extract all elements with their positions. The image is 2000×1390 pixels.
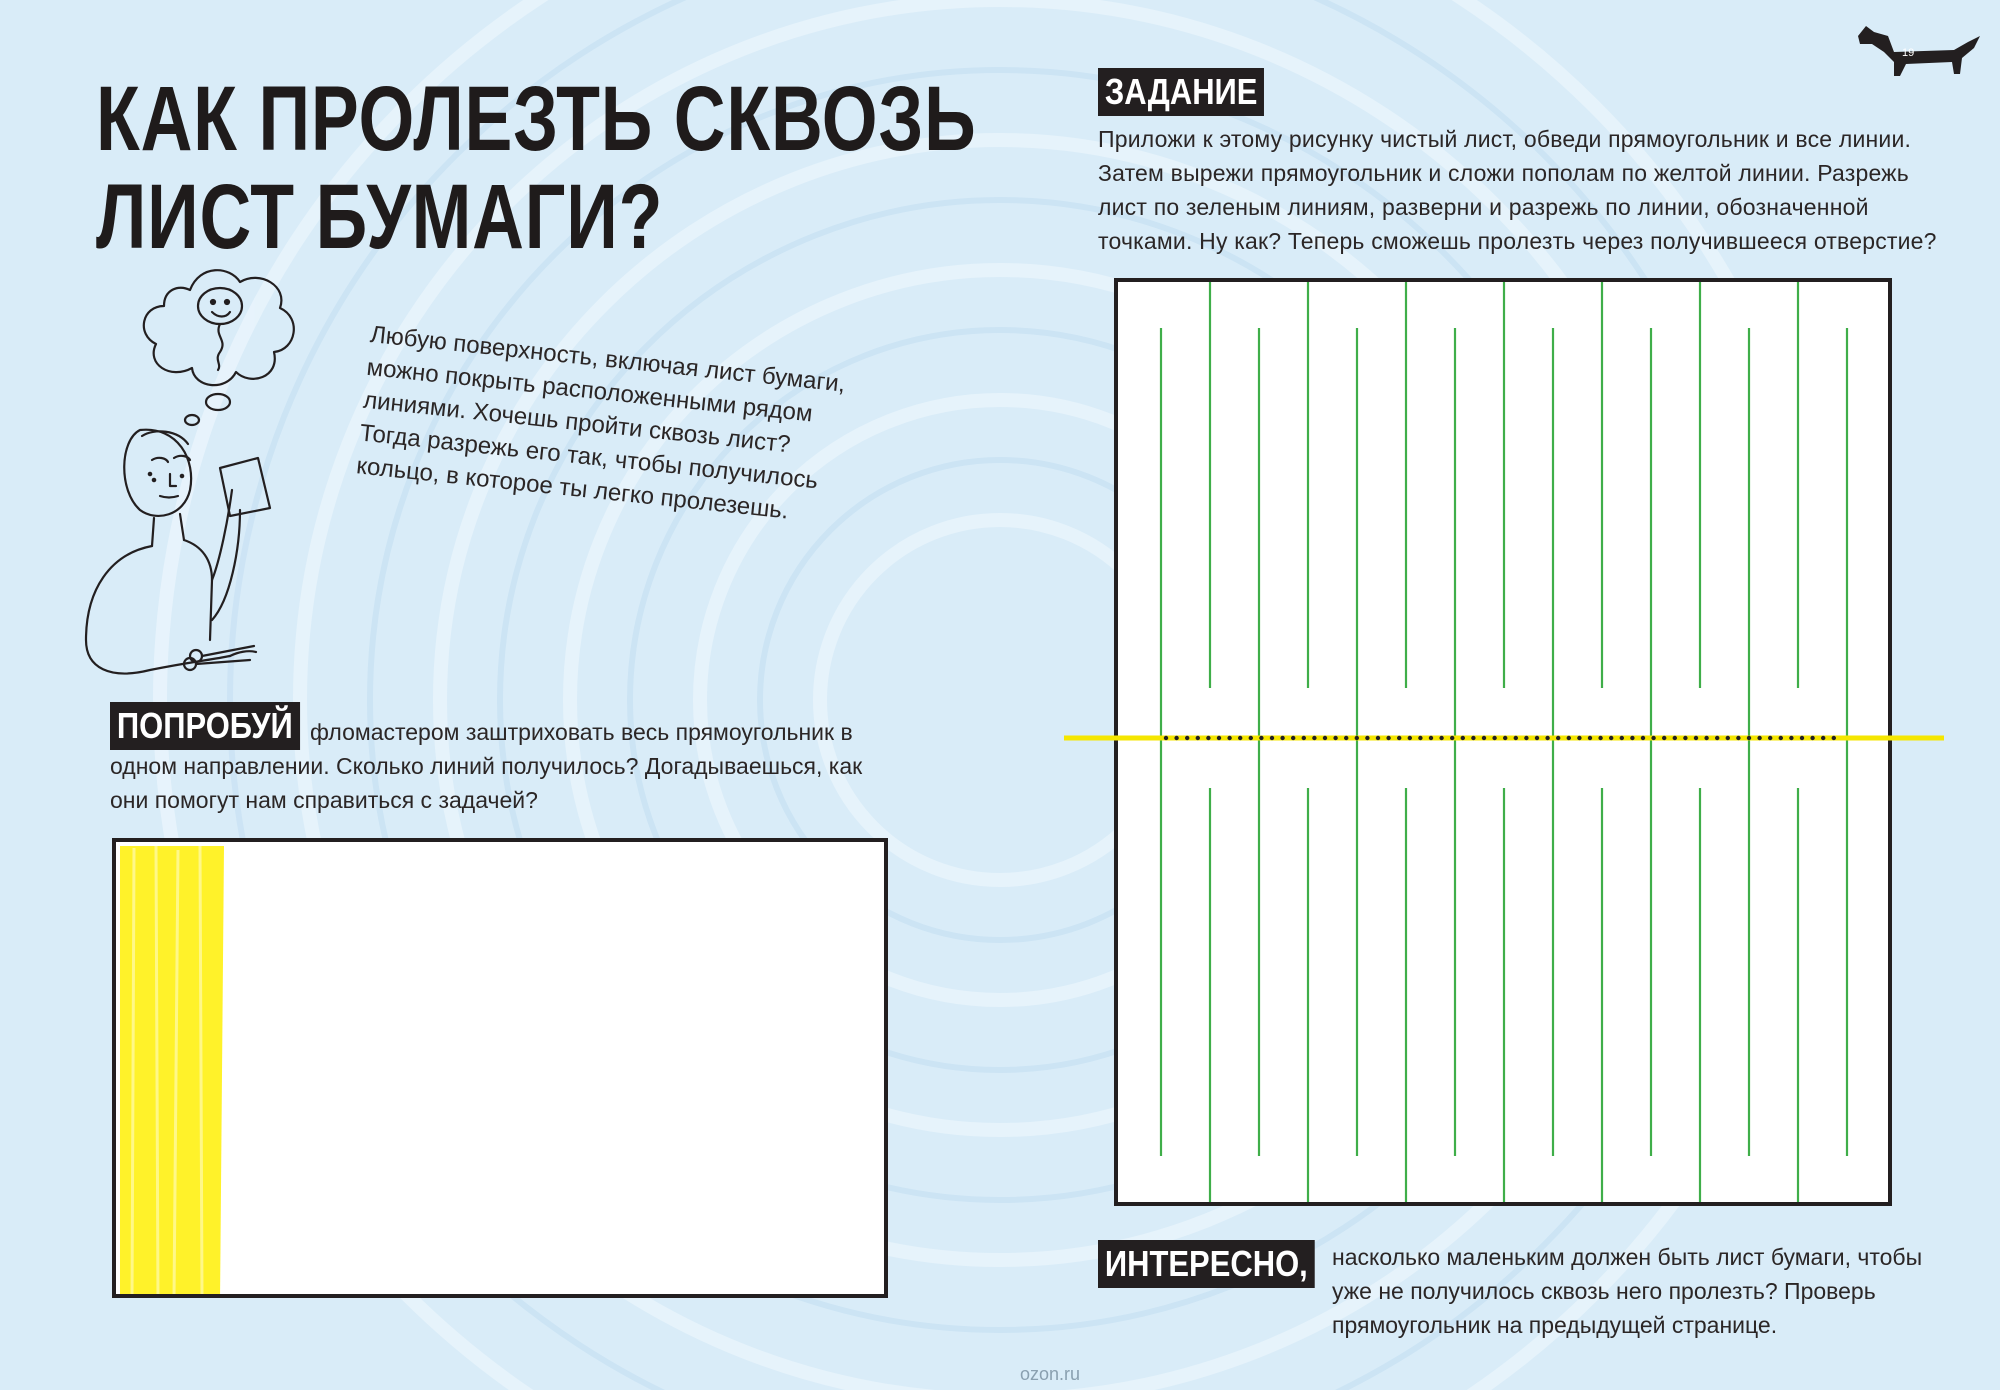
dotted-cut-point [1238,736,1242,740]
dotted-cut-point [1683,736,1687,740]
dotted-cut-point [1461,736,1465,740]
dotted-cut-point [1302,736,1306,740]
try-tag: ПОПРОБУЙ [110,702,300,750]
dotted-cut-point [1365,736,1369,740]
dotted-cut-point [1524,736,1528,740]
page-number: 19 [1902,47,1915,59]
interesting-text: насколько маленьким должен быть лист бумаги, чтобы уже не получилось сквозь него пролезть? Проверь прямоугольник на предыдущей странице. [1332,1244,1923,1338]
task-text: Приложи к этому рисунку чистый лист, обведи прямоугольник и все линии. Затем вырежи прямоугольник и сложи пополам по желтой линии. Разрежь лист по зеленым линиям, разверни и разрежь по линии, обозначенной точками. Ну как? Теперь сможешь пролезть через получившееся отверстие? [1098,126,1937,254]
dotted-cut-point [1291,736,1295,740]
dotted-cut-point [1800,736,1804,740]
dotted-cut-point [1206,736,1210,740]
dotted-cut-point [1344,736,1348,740]
interesting-tag: ИНТЕРЕСНО, [1098,1240,1315,1288]
dotted-cut-point [1598,736,1602,740]
dotted-cut-point [1567,736,1571,740]
dotted-cut-point [1439,736,1443,740]
task-tag: ЗАДАНИЕ [1098,68,1264,116]
dotted-cut-point [1651,736,1655,740]
dotted-cut-point [1333,736,1337,740]
dotted-cut-point [1280,736,1284,740]
dotted-cut-point [1418,736,1422,740]
dotted-cut-point [1726,736,1730,740]
try-text: фломастером заштриховать весь прямоугольник в одном направлении. Сколько линий получилось? Догадываешься, как они помогут нам справиться с задачей? [110,719,863,813]
dotted-cut-point [1810,736,1814,740]
dotted-cut-point [1196,736,1200,740]
dotted-cut-point [1641,736,1645,740]
dotted-cut-point [1482,736,1486,740]
dotted-cut-point [1789,736,1793,740]
dotted-cut-point [1556,736,1560,740]
dotted-cut-point [1217,736,1221,740]
dotted-cut-point [1545,736,1549,740]
dotted-cut-point [1386,736,1390,740]
dotted-cut-point [1662,736,1666,740]
dotted-cut-point [1164,736,1168,740]
dotted-cut-point [1185,736,1189,740]
dotted-cut-point [1535,736,1539,740]
dotted-cut-point [1747,736,1751,740]
dotted-cut-point [1673,736,1677,740]
dotted-cut-point [1429,736,1433,740]
dotted-cut-point [1397,736,1401,740]
dotted-cut-point [1312,736,1316,740]
dotted-cut-point [1492,736,1496,740]
watermark: ozon.ru [1020,1364,1081,1384]
dotted-cut-point [1514,736,1518,740]
dotted-cut-point [1503,736,1507,740]
dotted-cut-point [1376,736,1380,740]
dotted-cut-point [1577,736,1581,740]
dotted-cut-point [1779,736,1783,740]
dotted-cut-point [1270,736,1274,740]
dotted-cut-point [1259,736,1263,740]
dotted-cut-point [1227,736,1231,740]
dotted-cut-point [1715,736,1719,740]
dotted-cut-point [1694,736,1698,740]
dotted-cut-point [1450,736,1454,740]
dotted-cut-point [1821,736,1825,740]
dotted-cut-point [1609,736,1613,740]
title-line-1: КАК ПРОЛЕЗТЬ СКВОЗЬ [96,68,977,170]
dotted-cut-point [1408,736,1412,740]
dotted-cut-point [1630,736,1634,740]
title-line-2: ЛИСТ БУМАГИ? [96,166,664,268]
dotted-cut-point [1249,736,1253,740]
dotted-cut-point [1588,736,1592,740]
dotted-cut-point [1704,736,1708,740]
dotted-cut-point [1355,736,1359,740]
dotted-cut-point [1471,736,1475,740]
dotted-cut-point [1768,736,1772,740]
dotted-cut-point [1757,736,1761,740]
intro-text: Любую поверхность, включая лист бумаги, можно покрыть расположенными рядом линиями. Хочешь пройти сквозь лист? Тогда разрежь его так, чтобы получилось кольцо, в которое ты легко пролезешь. [355,320,847,525]
dotted-cut-point [1323,736,1327,740]
dotted-cut-point [1736,736,1740,740]
dotted-cut-point [1174,736,1178,740]
dotted-cut-point [1832,736,1836,740]
dotted-cut-point [1620,736,1624,740]
